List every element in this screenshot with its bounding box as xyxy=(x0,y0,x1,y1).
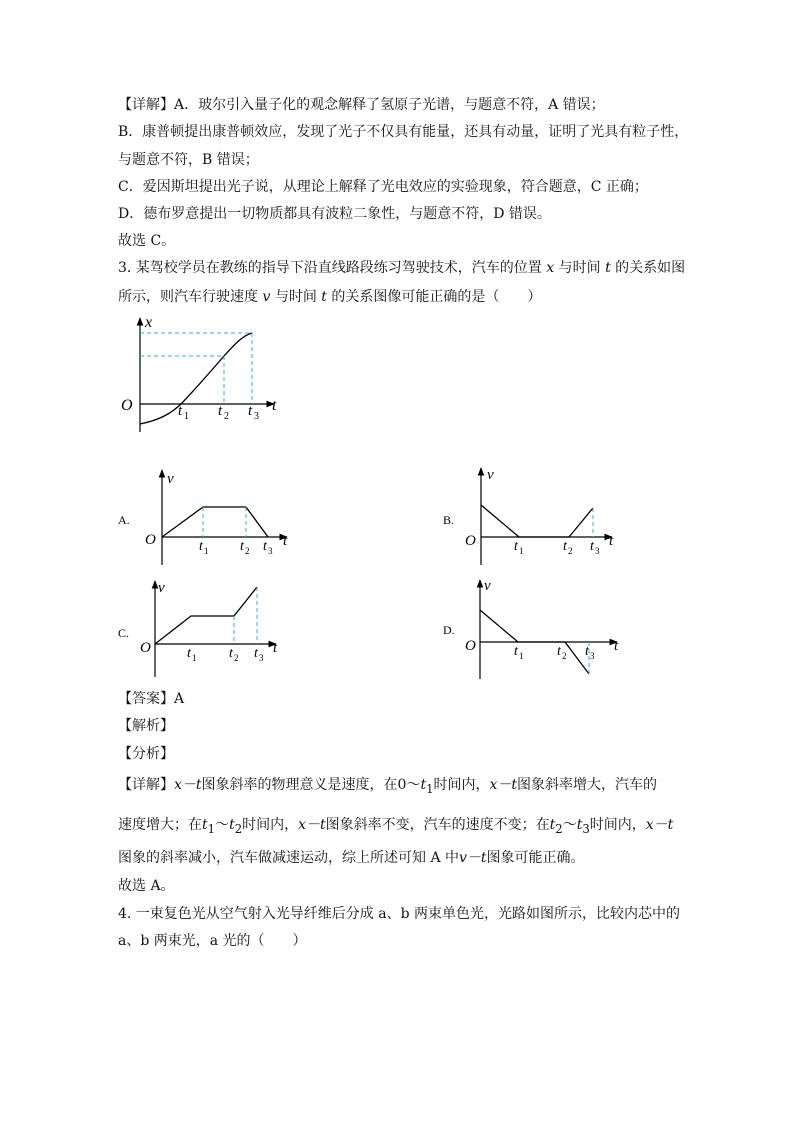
d-label-t1: t xyxy=(514,644,518,659)
q3-var-v: v xyxy=(262,289,271,305)
xt-graph xyxy=(121,314,277,432)
d3-sub: 1 xyxy=(426,781,434,796)
a-curve xyxy=(162,507,268,537)
c-sub-3: 3 xyxy=(259,653,264,663)
d3-sub: 2 xyxy=(234,821,243,836)
d-sub-3: 3 xyxy=(590,651,595,661)
a-sub-2: 2 xyxy=(245,546,250,556)
q3-text: 的关系图像可能正确的是（ ） xyxy=(326,289,542,305)
c-sub-2: 2 xyxy=(234,653,239,663)
fenxi-heading: 【分析】 xyxy=(118,746,174,762)
option-c-label: C. xyxy=(118,626,130,640)
c-label-o: O xyxy=(140,640,151,656)
q3-text: 与时间 xyxy=(554,260,606,276)
d3-text: 图象斜率增大，汽车的 xyxy=(517,777,658,793)
option-a-graph xyxy=(118,470,288,565)
xt-sub-2: 2 xyxy=(224,411,229,422)
c-label-t2: t xyxy=(229,646,233,661)
b-sub-2: 2 xyxy=(568,546,573,556)
xt-sub-1: 1 xyxy=(184,411,189,422)
q3-text: 所示，则汽车行驶速度 xyxy=(118,289,263,305)
d3-text: 【详解】 xyxy=(118,777,174,793)
option-a-label: A. xyxy=(118,513,130,527)
a-label-t: t xyxy=(283,533,288,549)
d3-range: 0～ xyxy=(397,777,421,793)
detail-line-d: D．德布罗意提出一切物质都具有波粒二象性，与题意不符，D 错误。 xyxy=(118,206,551,222)
b-label-t: t xyxy=(609,533,614,549)
d3-t: t xyxy=(549,817,556,833)
d3-sub: 2 xyxy=(555,821,563,836)
d3-xt: x－t xyxy=(645,817,674,833)
d3-text: 图象可能正确。 xyxy=(486,850,585,866)
d3-text: 时间内， xyxy=(242,817,299,833)
d3-text: 速度增大；在 xyxy=(118,817,202,833)
d-sub-2: 2 xyxy=(562,651,567,661)
a-label-o: O xyxy=(145,532,156,548)
c-label-t: t xyxy=(273,640,278,656)
q4-line2: a、b 两束光，a 光的（ ） xyxy=(118,933,307,949)
d3-vt: v－t xyxy=(459,850,487,866)
d-label-o: O xyxy=(465,638,476,654)
option-b-label: B. xyxy=(443,513,455,527)
c-label-v: v xyxy=(158,580,165,596)
d3-xt: x－t xyxy=(489,777,518,793)
a-sub-1: 1 xyxy=(204,546,209,556)
xt-label-x: x xyxy=(145,314,153,331)
d3-text: 图象的斜率减小，汽车做减速运动，综上所述可知 A 中 xyxy=(118,850,460,866)
detail-line-b1: B．康普顿提出康普顿效应，发现了光子不仅具有能量，还具有动量，证明了光具有粒子性， xyxy=(118,124,689,140)
xt-label-t: t xyxy=(272,397,277,414)
b-label-t1: t xyxy=(514,539,518,554)
b-curve xyxy=(481,505,593,537)
q3-text: 3. 某驾校学员在教练的指导下沿直线路段练习驾驶技术，汽车的位置 xyxy=(118,260,547,276)
a-label-t2: t xyxy=(240,539,244,554)
xt-label-t2: t xyxy=(218,403,223,419)
d3-sub: 3 xyxy=(582,821,590,836)
d-label-t: t xyxy=(614,638,619,654)
option-d-label: D. xyxy=(443,623,455,637)
d3-sub: 1 xyxy=(207,821,216,836)
d-label-t2: t xyxy=(557,644,561,659)
d-sub-1: 1 xyxy=(519,651,524,661)
d3-t: t xyxy=(420,777,427,793)
option-d-graph xyxy=(443,578,619,679)
xt-sub-3: 3 xyxy=(254,411,259,422)
xt-curve xyxy=(140,333,252,424)
d3-t: t xyxy=(229,817,235,833)
d3-tilde: ～ xyxy=(562,817,577,833)
c-curve xyxy=(155,587,257,644)
option-c-graph xyxy=(118,580,278,677)
detail-line-c: C．爱因斯坦提出光子说，从理论上解释了光电效应的实验现象，符合题意，C 正确； xyxy=(118,179,648,195)
d3-xt: x－t xyxy=(298,817,326,833)
a-label-t1: t xyxy=(199,539,203,554)
q3-text: 的关系如图 xyxy=(610,260,686,276)
d3-t: t xyxy=(576,817,583,833)
d3-xt: x－t xyxy=(174,777,202,793)
d3-text: 图象斜率不变，汽车的速度不变；在 xyxy=(325,817,550,833)
option-b-graph xyxy=(443,467,614,565)
b-sub-3: 3 xyxy=(595,546,600,556)
c-sub-1: 1 xyxy=(192,653,197,663)
b-label-o: O xyxy=(465,533,476,549)
b-label-v: v xyxy=(487,467,494,483)
d3-tilde: ～ xyxy=(215,817,230,833)
b-label-t3: t xyxy=(590,539,594,554)
answer-line: 【答案】A xyxy=(118,691,185,707)
q4-line1: 4. 一束复色光从空气射入光导纤维后分成 a、b 两束单色光，光路如图所示，比较内芯中的 xyxy=(118,906,681,922)
q3-text: 与时间 xyxy=(270,289,322,305)
b-label-t2: t xyxy=(563,539,567,554)
xt-label-t3: t xyxy=(248,403,253,419)
a-sub-3: 3 xyxy=(268,546,273,556)
a-label-v: v xyxy=(167,471,174,487)
detail3-line2 xyxy=(118,815,673,839)
q3-var-t: t xyxy=(321,289,327,305)
d3-text: 图象斜率的物理意义是速度，在 xyxy=(201,777,398,793)
d3-text: 时间内， xyxy=(433,777,490,793)
d3-t: t xyxy=(202,817,208,833)
a-label-t3: t xyxy=(263,539,267,554)
choose-c: 故选 C。 xyxy=(118,233,176,249)
xt-label-o: O xyxy=(121,397,133,414)
detail-line-b2: 与题意不符，B 错误； xyxy=(118,152,259,168)
c-label-t3: t xyxy=(254,646,258,661)
detail3-line3 xyxy=(118,848,585,868)
q3-var-x: x xyxy=(546,260,555,276)
d-label-t3: t xyxy=(585,644,589,659)
q3-var-t: t xyxy=(605,260,611,276)
b-sub-1: 1 xyxy=(519,546,524,556)
c-label-t1: t xyxy=(187,646,191,661)
choose-a: 故选 A。 xyxy=(118,878,175,894)
d3-text: 时间内， xyxy=(589,817,646,833)
xt-label-t1: t xyxy=(178,403,183,419)
detail-line-a: 【详解】A．玻尔引入量子化的观念解释了氢原子光谱，与题意不符，A 错误； xyxy=(118,97,605,113)
analysis-heading: 【解析】 xyxy=(118,718,174,734)
detail3-line1 xyxy=(118,775,657,799)
d-label-v: v xyxy=(484,578,491,594)
